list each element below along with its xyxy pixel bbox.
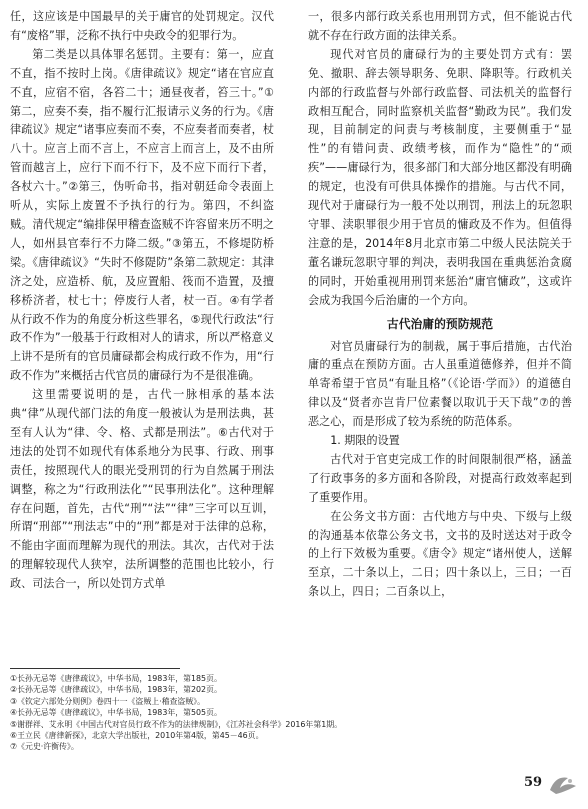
left-text-column xyxy=(10,8,274,594)
paragraph: 现代对官员的庸碌行为的主要处罚方式有：罢免、撤职、辞去领导职务、免职、降职等。行政机关内部的行政监督与外部行政监督、司法机关的监督行政相互配合，同时监察机关监督“勤政为民”。我们发现，目前制定的问责与考核制度，主要侧重于“显性”的有错问责、政绩考核，而作为“隐性”的“顽疾”——庸碌行为，很多部门和大部分地区都没有明确的规定，也没有可供具体操作的措施。与古代不同，现代对于庸碌行为一般不处以刑罚，刑法上的玩忽职守罪、渎职罪很少用于官员的慵政及不作为。但值得注意的是，2014年8月北京市第二中级人民法院关于董名谦玩忽职守罪的判决，表明我国在重典惩治贪腐的同时，开始重视用刑罚来惩治“庸官慵政”，这或许会成为我国今后治庸的一个方向。 xyxy=(308,47,572,307)
footnote-divider xyxy=(10,668,180,669)
footnote: ④长孙无忌等《唐律疏议》，中华书局，1983年，第505页。 xyxy=(10,708,222,718)
subsection-heading: 1. 期限的设置 xyxy=(330,434,400,448)
footnote: ⑤谢群祥、艾永明《中国古代对官员行政不作为的法律规制》，《江苏社会科学》2016年第1期。 xyxy=(10,719,343,729)
paragraph: 任，这应该是中国最早的关于庸官的处罚规定。汉代有“废格”罪，泛称不执行中央政令的犯罪行为。 xyxy=(10,10,274,42)
right-text-column xyxy=(308,8,572,602)
paragraph: 对官员庸碌行为的制裁，属于事后措施，古代治庸的重点在预防方面。古人虽重道德修养，但并不简单寄希望于官员“有耻且格”（《论语·学而》）的道德自律以及“贤者亦岂肯尸位素餐以取讥于天下哉”⑦的善恶之心，而是形成了较为系统的防范体系。 xyxy=(308,339,572,429)
footnote: ⑥王立民《唐律新探》，北京大学出版社，2010年第4版，第45－46页。 xyxy=(10,731,264,741)
section-heading: 古代治庸的预防规范 xyxy=(386,316,494,331)
paragraph: 第二类是以具体罪名惩罚。主要有：第一，应直不直，指不按时上岗。《唐律疏议》规定“诸在官应直不直，应宿不宿，各笞二十；通昼夜者，笞三十。”①第二，应奏不奏，指不履行汇报请示义务的行为。《唐律疏议》规定“诸事应奏而不奏，不应奏者而奏者，杖八十。应言上而不言上，不应言上而言上，及不由所管而越言上，应行下而不行下，及不应下而行下者，各杖六十。”②第三，伪听命书，指对朝廷命令表面上听从，实际上废置不予执行的行为。第四，不纠盗贼。清代规定“编排保甲稽查盗贼不许容留来历不明之人，如州县官奉行不力降二级。”③第五，不修堤防桥梁。《唐律疏议》“失时不修隄防”条第二款规定：其津济之处，应造桥、航，及应置船、筏而不造置，及擅移桥济者，杖七十；停废行人者，杖一百。④有学者从行政不作为的角度分析这些罪名，⑤现代行政法“行政不作为”一般基于行政相对人的请求，所以严格意义上讲不是所有的官员庸碌都会构成行政不作为，用“行政不作为”来概括古代官员的庸碌行为不是很准确。 xyxy=(10,47,274,383)
footnotes xyxy=(10,673,570,753)
paragraph: 在公务文书方面：古代地方与中央、下级与上级的沟通基本依靠公务文书，文书的及时送达对于政令的上行下效极为重要。《唐令》规定“诸州使人，送解至京，二十条以上，二日；四十条以上，三日；一百条以上，四日；二百条以上， xyxy=(308,509,572,599)
paragraph: 一，很多内部行政关系也用刑罚方式，但不能说古代就不存在行政方面的法律关系。 xyxy=(308,10,572,42)
page-number: 59 xyxy=(524,775,543,790)
footnote: ①长孙无忌等《唐律疏议》，中华书局，1983年，第185页。 xyxy=(10,674,222,683)
footnote: ②长孙无忌等《唐律疏议》，中华书局，1983年，第202页。 xyxy=(10,685,222,695)
paragraph: 古代对于官吏完成工作的时间限制很严格，涵盖了行政事务的多方面和各阶段，对提高行政效率起到了重要作用。 xyxy=(308,452,572,504)
paragraph: 这里需要说明的是，古代一脉相承的基本法典“律”从现代部门法的角度一般被认为是刑法典，甚至有人认为“律、令、格、式都是刑法”。⑥古代对于违法的处罚不如现代有体系地分为民事、行政、刑事责任，按照现代人的眼光受刑罚的行为自然属于刑法调整，称之为“行政刑法化”“民事刑法化”。这种理解存在问题，首先，古代“刑”“法”“律”三字可以互训，所谓“刑部”“刑法志”中的“刑”都是对于法律的总称，不能由字面而理解为现代的刑法。其次，古代对于法的理解较现代人狭窄，法所调整的范围也比较小，行政、司法合一，所以处罚方式单 xyxy=(10,388,274,591)
footnote: ⑦《元史·许衡传》。 xyxy=(10,742,79,752)
decorative-ornament-icon xyxy=(548,772,578,798)
footnote: ③《钦定六部处分则例》卷四十一《盗贼上·稽查盗贼》。 xyxy=(10,696,206,706)
